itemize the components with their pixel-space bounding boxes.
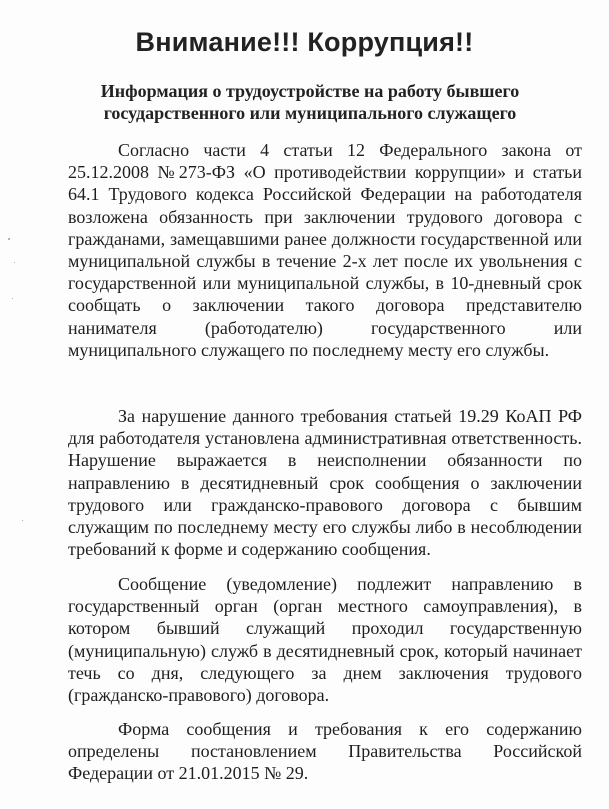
- document-subtitle: Информация о трудоустройстве на работу бывшего государственного или муниципального служащего: [100, 81, 520, 123]
- page-title: Внимание!!! Коррупция!!: [135, 27, 474, 57]
- paragraph-2: За нарушение данного требования статьей 19.29 КоАП РФ для работодателя установлена административная ответственность. Нарушение выражается в неисполнении обязанности по направлению в десятидневный срок сообщения о заключении трудового или гражданско-правового договора с бывшим служащим по последнему месту его службы либо в несоблюдении требований к форме и содержанию сообщения.: [68, 406, 582, 560]
- paragraph-1: Согласно части 4 статьи 12 Федерального закона от 25.12.2008 №273-ФЗ «О противодействии коррупции» и статьи 64.1 Трудового кодекса Российской Федерации на работодателя возложена обязанность при заключении трудового договора с гражданами, замещавшими ранее должности государственной или муниципальной службы в течение 2-х лет после их увольнения с государственной или муниципальной службы, в 10-дневный срок сообщать о заключении такого договора представителю нанимателя (работодателю) государственного или муниципального служащего по последнему месту его службы.: [68, 140, 582, 360]
- scan-speck: [8, 238, 10, 240]
- scan-speck: [22, 520, 23, 521]
- scan-speck: [14, 262, 15, 263]
- paragraph-3: Сообщение (уведомление) подлежит направлению в государственный орган (орган местного самоуправления), в котором бывший служащий проходил государственную (муниципальную) служб в десятидневный срок, который начинает течь со дня, следующего за днем заключения трудового (гражданско-правового) договора.: [68, 574, 582, 706]
- scan-speck: [12, 298, 13, 299]
- paragraph-4: Форма сообщения и требования к его содержанию определены постановлением Правительства Российской Федерации от 21.01.2015 № 29.: [68, 719, 582, 784]
